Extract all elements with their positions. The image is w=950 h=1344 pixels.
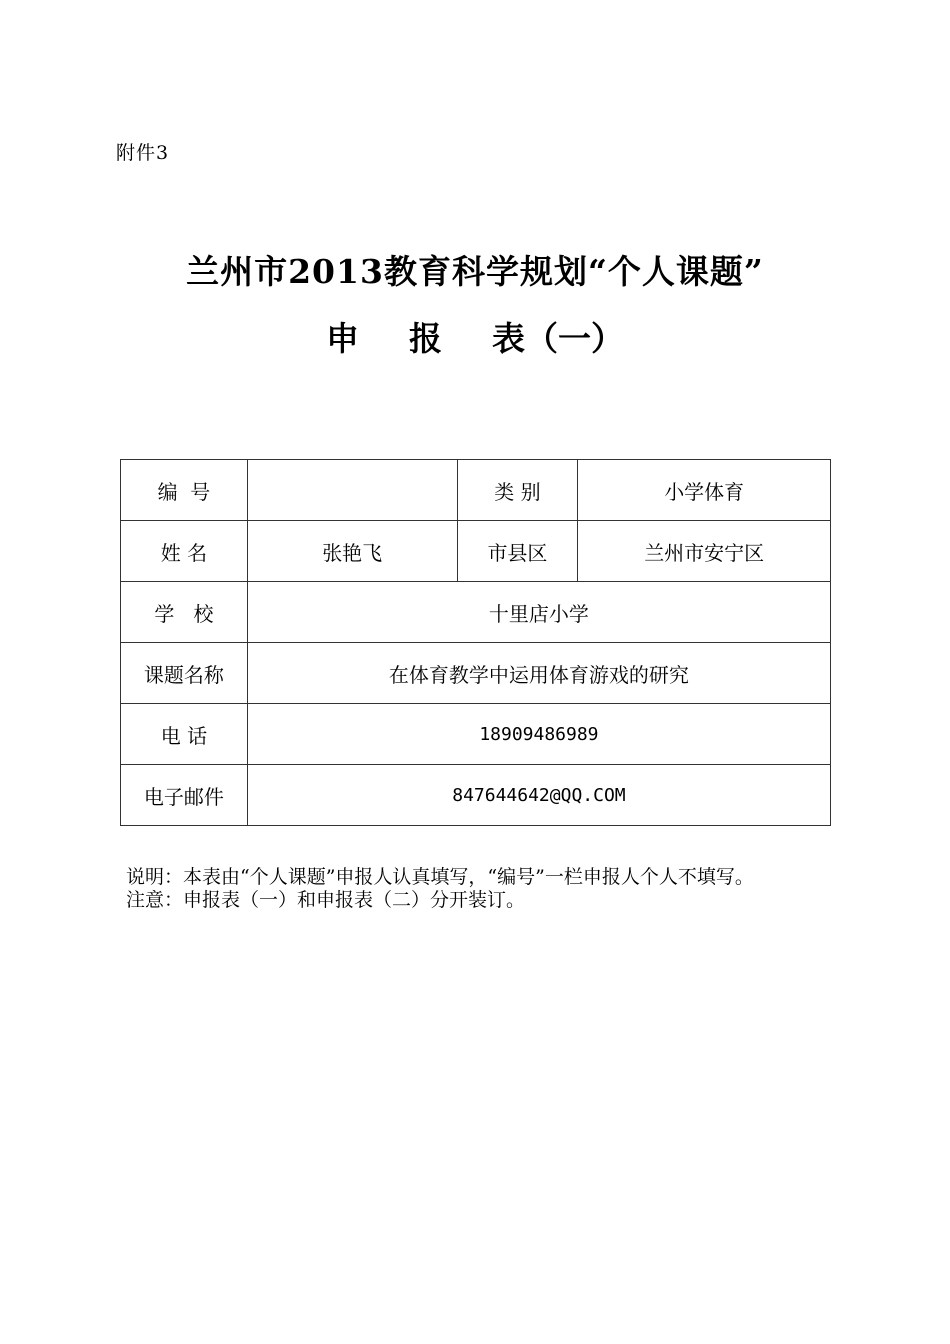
category-label: 类 别: [457, 460, 578, 521]
table-row-school: [121, 582, 831, 643]
notes-section: [116, 866, 846, 912]
table-row-number: [121, 460, 831, 521]
school-value: 十里店小学: [247, 582, 830, 643]
name-value: 张艳飞: [247, 521, 457, 582]
school-label: 学 校: [121, 582, 248, 643]
document-subtitle: [0, 313, 950, 360]
explanation-note: 说明：本表由“个人课题”申报人认真填写，“编号”一栏申报人个人不填写。: [126, 866, 754, 888]
topic-value: 在体育教学中运用体育游戏的研究: [247, 643, 830, 704]
phone-value: 18909486989: [247, 704, 830, 765]
table-row-phone: [121, 704, 831, 765]
name-label: 姓 名: [121, 521, 248, 582]
attention-note: 注意：申报表（一）和申报表（二）分开装订。: [126, 889, 526, 911]
district-value: 兰州市安宁区: [578, 521, 831, 582]
subtitle-part-2: 报: [409, 319, 442, 358]
subtitle-part-1: 申: [326, 319, 359, 358]
document-title: 兰州市2013教育科学规划“个人课题”: [186, 252, 764, 291]
table-row-email: [121, 765, 831, 826]
attachment-label: 附件3: [116, 142, 170, 164]
email-value: 847644642@QQ.COM: [247, 765, 830, 826]
application-form-table: [120, 459, 831, 826]
district-label: 市县区: [457, 521, 578, 582]
topic-label: 课题名称: [121, 643, 248, 704]
category-value: 小学体育: [578, 460, 831, 521]
table-row-name: [121, 521, 831, 582]
phone-label: 电 话: [121, 704, 248, 765]
email-label: 电子邮件: [121, 765, 248, 826]
number-value: [247, 460, 457, 521]
number-label: 编 号: [121, 460, 248, 521]
table-row-topic: [121, 643, 831, 704]
subtitle-part-3: 表（一）: [492, 319, 624, 358]
